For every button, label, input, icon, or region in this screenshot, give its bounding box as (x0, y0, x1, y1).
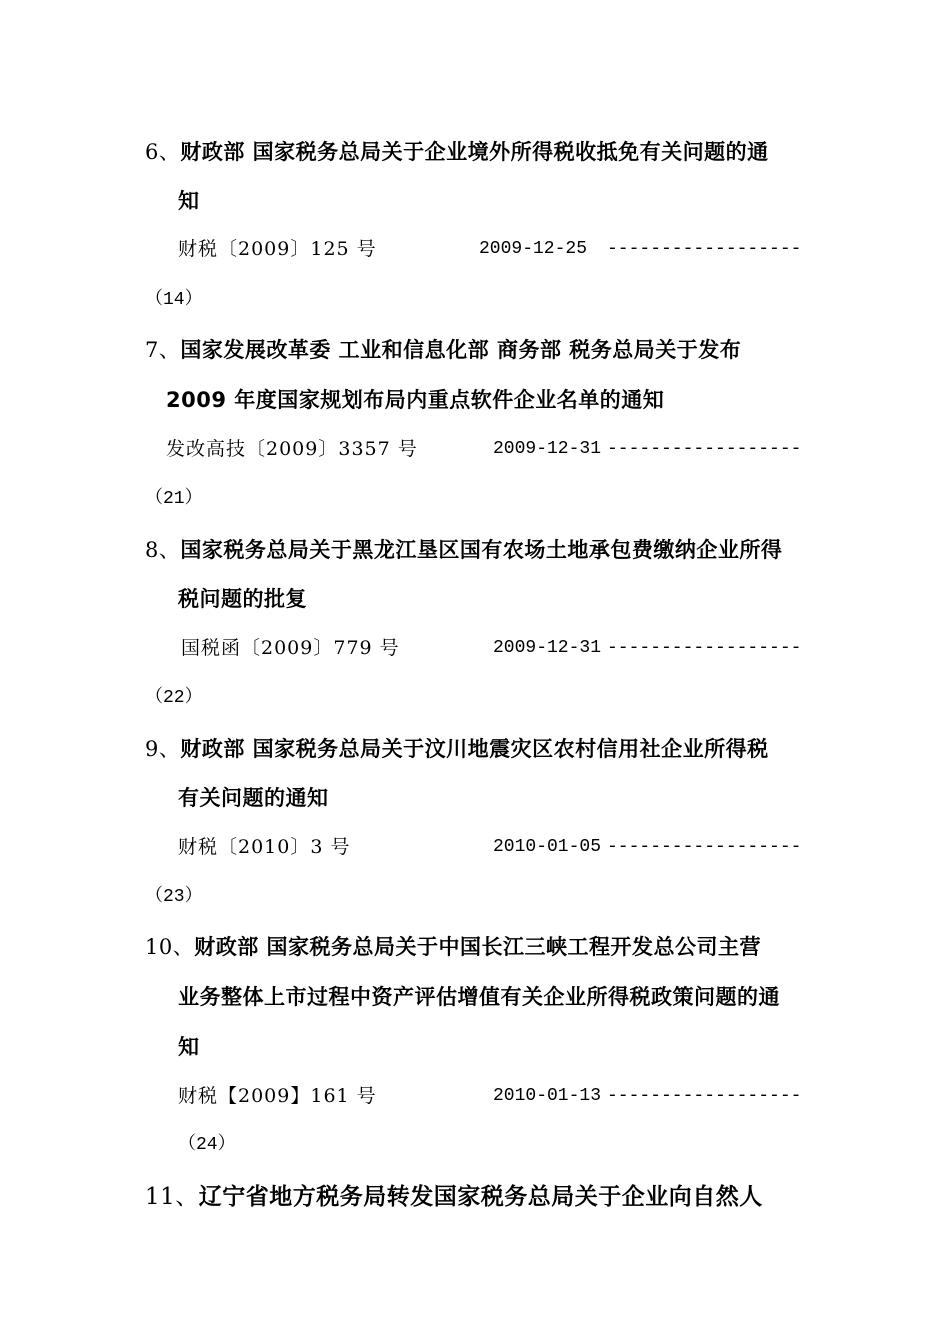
item-10-title-line-1 (145, 937, 761, 958)
item-7-date: 2009-12-31 (493, 439, 602, 459)
item-10-leader-dashes: ------------------ (607, 1086, 802, 1106)
item-6-page-ref: （14） (145, 290, 203, 310)
item-8-doc-number: 国税函〔2009〕779 号 (181, 637, 400, 659)
item-10-number: 10、 (145, 935, 195, 959)
item-10-title-line-2: 业务整体上市过程中资产评估增值有关企业所得税政策问题的通 (178, 985, 780, 1009)
item-11-title-line-1 (145, 1186, 763, 1209)
item-6-doc-number: 财税〔2009〕125 号 (178, 238, 377, 260)
item-10-doc-number: 财税【2009】161 号 (178, 1085, 377, 1107)
item-9-title-text: 财政部 国家税务总局关于汶川地震灾区农村信用社企业所得税 (180, 737, 769, 761)
item-7-leader-dashes: ------------------ (607, 439, 802, 459)
item-11-number: 11、 (145, 1184, 199, 1210)
item-6-title-line-2: 知 (178, 189, 200, 213)
item-9-title-line-1 (145, 739, 769, 760)
item-10-date: 2010-01-13 (493, 1086, 602, 1106)
item-8-leader-dashes: ------------------ (607, 638, 802, 658)
item-6-number: 6、 (145, 140, 181, 164)
item-6-title-line-1 (145, 142, 769, 163)
item-7-title-line-1 (145, 340, 741, 361)
item-6-leader-dashes: ------------------ (607, 239, 802, 259)
item-9-title-line-2: 有关问题的通知 (178, 786, 329, 810)
item-9-page-ref: （23） (145, 887, 203, 907)
item-8-title-text: 国家税务总局关于黑龙江垦区国有农场土地承包费缴纳企业所得 (180, 538, 783, 562)
item-11-title-text: 辽宁省地方税务局转发国家税务总局关于企业向自然人 (198, 1184, 763, 1210)
item-10-title-text: 财政部 国家税务总局关于中国长江三峡工程开发总公司主营 (194, 935, 762, 959)
item-9-date: 2010-01-05 (493, 837, 602, 857)
item-8-page-ref: （22） (145, 688, 203, 708)
item-9-doc-number: 财税〔2010〕3 号 (178, 836, 351, 858)
item-8-title-line-1 (145, 540, 782, 561)
item-8-title-line-2: 税问题的批复 (178, 587, 307, 611)
item-7-number: 7、 (145, 338, 181, 362)
item-9-number: 9、 (145, 737, 181, 761)
item-7-doc-number: 发改高技〔2009〕3357 号 (166, 438, 418, 460)
item-10-page-ref: （24） (178, 1135, 236, 1155)
item-8-date: 2009-12-31 (493, 638, 602, 658)
item-8-number: 8、 (145, 538, 181, 562)
item-6-title-text: 财政部 国家税务总局关于企业境外所得税收抵免有关问题的通 (180, 140, 769, 164)
item-7-page-ref: （21） (145, 489, 203, 509)
item-6-date: 2009-12-25 (479, 239, 588, 259)
item-7-title-line-2: 2009 年度国家规划布局内重点软件企业名单的通知 (166, 388, 665, 412)
item-9-leader-dashes: ------------------ (607, 837, 802, 857)
item-10-title-line-3: 知 (178, 1035, 200, 1059)
item-7-title-text: 国家发展改革委 工业和信息化部 商务部 税务总局关于发布 (180, 338, 742, 362)
